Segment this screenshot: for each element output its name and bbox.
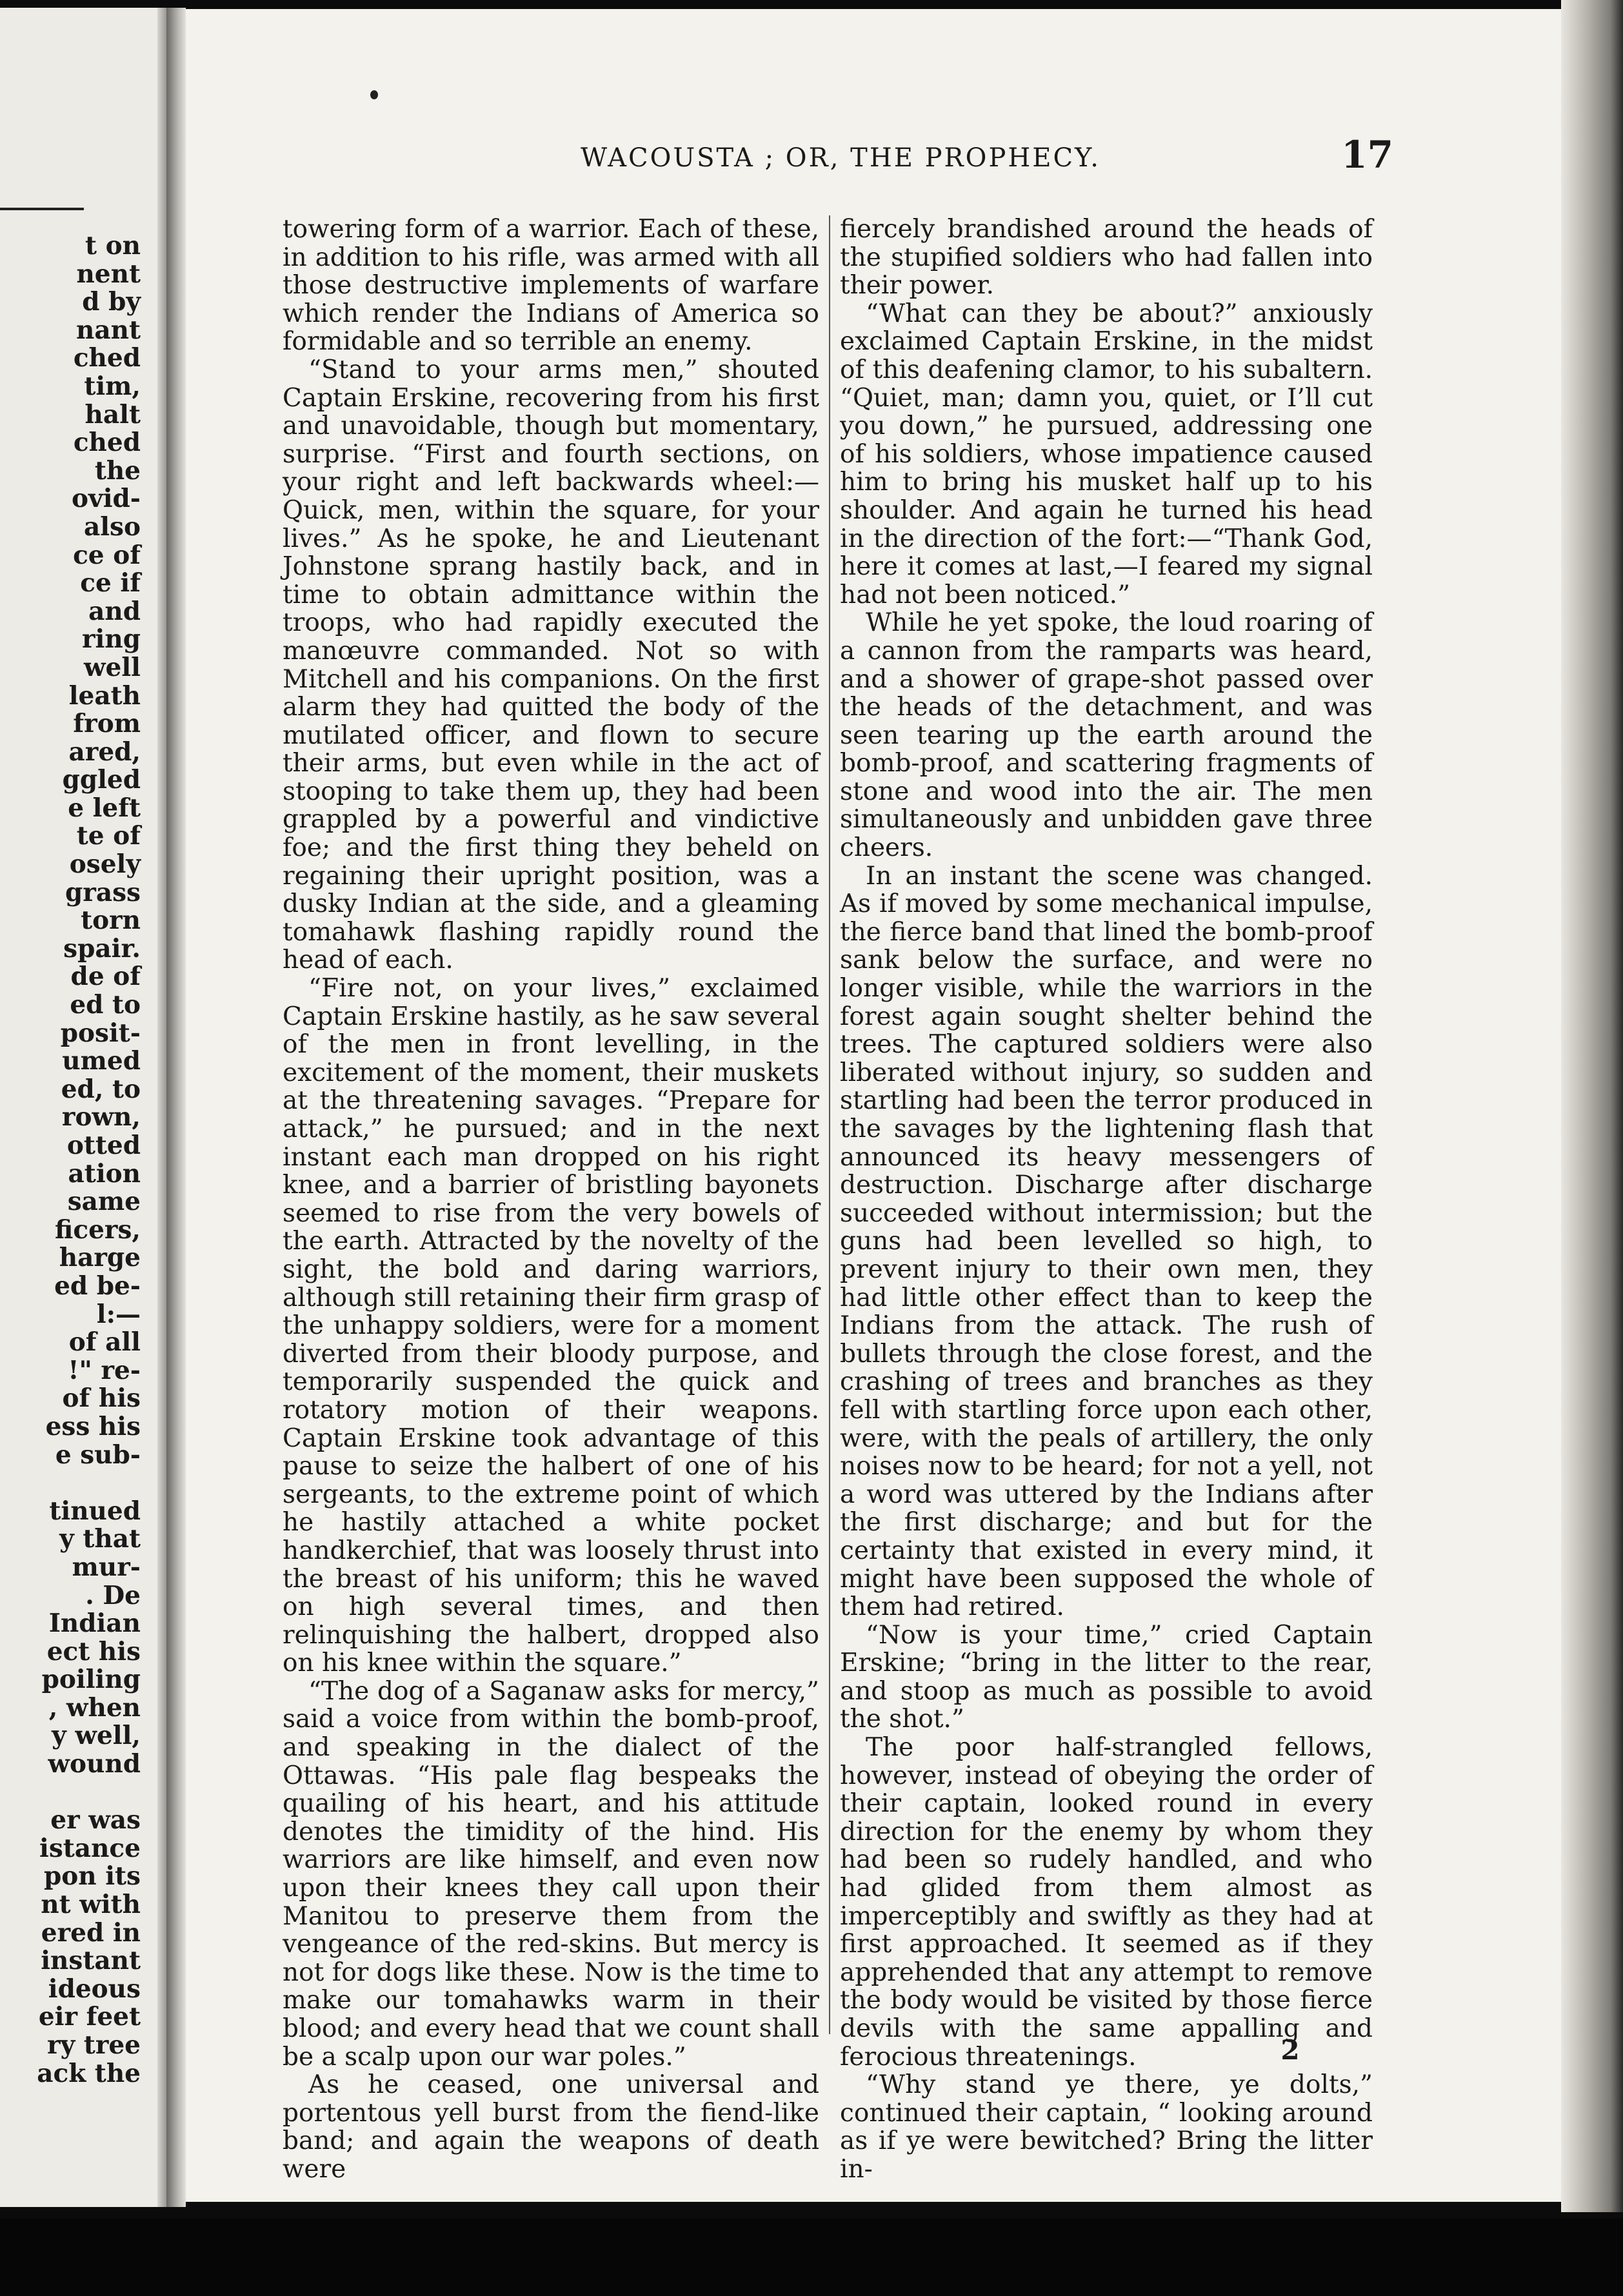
fragment-line: wound: [48, 1749, 141, 1779]
fragment-line: ered in: [41, 1917, 141, 1948]
fragment-line: the: [94, 455, 141, 486]
fragment-line: ficers,: [55, 1214, 141, 1245]
paragraph: towering form of a warrior. Each of these, in addition to his rifle, was armed with all those destructive implements of warfare which render the Indians of America so formidable and so terrible an enemy.: [283, 215, 819, 357]
fragment-line: rown,: [61, 1102, 141, 1133]
margin-rule: [0, 208, 84, 210]
facing-page-text-fragments: [0, 232, 141, 2088]
fragment-line: d by: [82, 287, 141, 317]
fragment-line: pon its: [43, 1861, 141, 1892]
facing-page-edge: [0, 8, 166, 2207]
paragraph: The poor half-strangled fellows, however, instead of obeying the order of their captain, looked round in every direction for the enemy by whom they had been so rudely handled, and who had glided from them almost as imperceptibly and swiftly as they had at first approached. It seemed as if they apprehended that any attempt to remove the body would be visited by those fierce devils with the same appalling and ferocious threatenings.: [840, 1733, 1373, 2072]
paragraph: fiercely brandished around the heads of the stupified soldiers who had fallen into their power.: [840, 215, 1373, 301]
fragment-line: ed to: [70, 990, 141, 1020]
fragment-line: well: [83, 652, 141, 682]
fragment-line: same: [67, 1187, 141, 1217]
scan-background: [0, 2219, 1623, 2296]
paragraph: In an instant the scene was changed. As if moved by some mechanical impulse, the fierce band that lined the bomb-proof sank below the surface, and were no longer visible, while the warriors in the forest again sought shelter behind the trees. The captured soldiers were also liberated without injury, so sudden and startling had been the terror produced in the savages by the lightening flash that announced its heavy messengers of destruction. Discharge after discharge succeeded without intermission; but the guns had been levelled so high, to prevent injury to their own men, they had little other effect than to keep the Indians from the attack. The rush of bullets through the close forest, and the crashing of trees and branches as they fell with startling force upon each other, were, with the peals of artillery, the only noises now to be heard; for not a yell, not a word was uttered by the Indians after the first discharge; and but for the certainty that existed in every mind, it might have been supposed the whole of them had retired.: [840, 861, 1373, 1622]
fragment-line: istance: [39, 1833, 141, 1863]
fragment-line: leath: [68, 680, 141, 711]
fragment-line: !" re-: [68, 1355, 141, 1385]
fragment-line: eir feet: [38, 2002, 141, 2032]
paragraph: “Why stand ye there, ye dolts,” continued their captain, “ looking around as if ye were bewitched? Bring the litter in-: [840, 2070, 1373, 2184]
fragment-line: [0, 1779, 141, 1807]
fragment-line: otted: [66, 1131, 141, 1160]
fragment-line: ce if: [80, 568, 141, 599]
paragraph: “What can they be about?” anxiously exclaimed Captain Erskine, in the midst of this deafening clamor, to his subaltern. “Quiet, man; damn you, quiet, or I’ll cut you down,” he pursued, addressing one of his soldiers, whose impatience caused him to bring his musket half up to his shoulder. And again he turned his head in the direction of the fort:—“Thank God, here it comes at last,—I feared my signal had not been noticed.”: [840, 299, 1373, 609]
fragment-line: ect his: [46, 1636, 141, 1667]
fragment-line: l:—: [96, 1299, 141, 1329]
page-number: 17: [1341, 133, 1393, 177]
fragment-line: y that: [59, 1524, 141, 1554]
fragment-line: Indian: [48, 1608, 141, 1639]
fragment-line: te of: [76, 821, 141, 851]
fragment-line: . De: [85, 1580, 141, 1610]
paragraph: “Fire not, on your lives,” exclaimed Captain Erskine hastily, as he saw several of the men in front levelling, in the excitement of the moment, their muskets at the threatening savages. “Prepare for attack,” he pursued; and in the next instant each man dropped on his right knee, and a barrier of bristling bayonets seemed to rise from the very bowels of the earth. Attracted by the novelty of the sight, the bold and daring warriors, although still retaining their firm grasp of the unhappy soldiers, were for a moment diverted from their bloody purpose, and temporarily suspended the quick and rotatory motion of their weapons. Captain Erskine took advantage of this pause to seize the halbert of one of his sergeants, to the extreme point of which he hastily attached a white pocket handkerchief, that was loosely thrust into the breast of his uniform; this he waved on high several times, and then relinquishing the halbert, dropped also on his knee within the square.”: [283, 974, 819, 1678]
fragment-line: e sub-: [55, 1440, 141, 1470]
fragment-line: ggled: [62, 765, 141, 795]
fragment-line: ched: [73, 428, 141, 458]
book-gutter: [166, 8, 186, 2207]
running-title: WACOUSTA ; OR, THE PROPHECY.: [581, 143, 1101, 173]
fragment-line: ideous: [48, 1974, 141, 2004]
fragment-line: of his: [62, 1383, 141, 1414]
fragment-line: grass: [65, 877, 141, 907]
fragment-line: ed, to: [61, 1074, 141, 1104]
fragment-line: halt: [85, 399, 141, 430]
fragment-line: ared,: [68, 737, 141, 767]
fragment-line: y well,: [52, 1721, 141, 1751]
paragraph: “Now is your time,” cried Captain Erskine; “bring in the litter to the rear, and stoop as much as possible to avoid the shot.”: [840, 1620, 1373, 1734]
fragment-line: of all: [68, 1327, 141, 1358]
fragment-line: ry tree: [47, 2030, 141, 2060]
fragment-line: also: [83, 511, 141, 542]
fragment-line: tim,: [84, 371, 141, 401]
paragraph: “The dog of a Saganaw asks for mercy,” said a voice from within the bomb-proof, and speaking in the dialect of the Ottawas. “His pale flag bespeaks the quailing of his heart, and his attitude denotes the timidity of the hind. His warriors are like himself, and even now upon their knees they call upon their Manitou to preserve them from the vengeance of the red-skins. But mercy is not for dogs like these. Now is the time to make our tomahawks warm in their blood; and every head that we count shall be a scalp upon our war poles.”: [283, 1676, 819, 2072]
fragment-line: , when: [48, 1692, 141, 1723]
fragment-line: e left: [68, 793, 141, 823]
fragment-line: nt with: [41, 1890, 141, 1920]
paragraph: “Stand to your arms men,” shouted Captain Erskine, recovering from his first and unavoidable, though but momentary, surprise. “First and fourth sections, on your right and left backwards wheel:—Quick, men, within the square, for your lives.” As he spoke, he and Lieutenant Johnstone sprang hastily back, and in time to obtain admittance within the troops, who had rapidly executed the manœuvre commanded. Not so with Mitchell and his companions. On the first alarm they had quitted the body of the mutilated officer, and flown to secure their arms, but even while in the act of stooping to take them up, they had been grappled by a powerful and vindictive foe; and the first thing they beheld on regaining their upright position, was a dusky Indian at the side, and a gleaming tomahawk flashing rapidly round the head of each.: [283, 355, 819, 975]
fragment-line: [0, 1469, 141, 1498]
fragment-line: poiling: [41, 1665, 141, 1695]
paragraph: As he ceased, one universal and portentous yell burst from the fiend-like band; and again the weapons of death were: [283, 2070, 819, 2184]
fragment-line: umed: [62, 1046, 141, 1076]
fragment-line: ed be-: [54, 1271, 141, 1301]
text-column-left: [283, 215, 819, 2184]
fragment-line: ack the: [37, 2058, 141, 2088]
fragment-line: spair.: [63, 933, 141, 964]
paragraph: While he yet spoke, the loud roaring of a cannon from the ramparts was heard, and a shower of grape-shot passed over the heads of the detachment, and was seen tearing up the earth around the bomb-proof, and scattering fragments of stone and wood into the air. The men simultaneously and unbidden gave three cheers.: [840, 608, 1373, 863]
fragment-line: ce of: [73, 540, 141, 570]
page-edge-shadow: [1561, 0, 1623, 2212]
facing-page-spine-shadow: [157, 8, 166, 2207]
signature-mark: 2: [1280, 2034, 1300, 2066]
fragment-line: harge: [59, 1243, 141, 1273]
fragment-line: er was: [50, 1805, 141, 1836]
fragment-line: ring: [82, 624, 141, 655]
fragment-line: torn: [81, 906, 141, 936]
fragment-line: t on: [85, 231, 141, 261]
ink-speck: [370, 90, 378, 99]
fragment-line: de of: [70, 962, 141, 992]
text-column-right: [840, 215, 1373, 2184]
fragment-line: and: [88, 596, 141, 626]
fragment-line: tinued: [49, 1496, 141, 1526]
fragment-line: ation: [68, 1158, 141, 1189]
fragment-line: mur-: [72, 1552, 141, 1582]
fragment-line: instant: [41, 1946, 141, 1976]
fragment-line: ched: [73, 343, 141, 373]
fragment-line: nant: [76, 315, 141, 345]
fragment-line: osely: [69, 849, 141, 880]
fragment-line: posit-: [60, 1018, 141, 1048]
fragment-line: ovid-: [72, 484, 141, 514]
fragment-line: ess his: [45, 1411, 141, 1441]
fragment-line: nent: [76, 259, 141, 289]
column-divider: [829, 215, 830, 2034]
fragment-line: from: [73, 709, 141, 739]
